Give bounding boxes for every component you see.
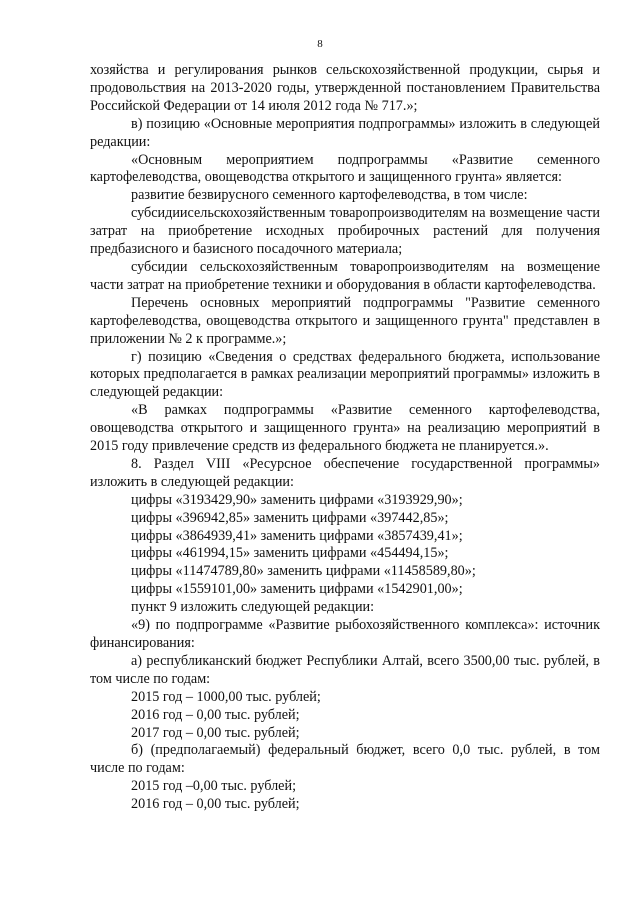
paragraph: 2016 год – 0,00 тыс. рублей;: [131, 796, 300, 813]
paragraph: цифры «1559101,00» заменить цифрами «1542901,00»;: [131, 581, 463, 598]
paragraph: цифры «3193429,90» заменить цифрами «3193929,90»;: [131, 491, 463, 508]
paragraph: 2015 год – 1000,00 тыс. рублей;: [131, 688, 321, 705]
paragraph: в) позицию «Основные мероприятия подпрограммы» изложить в следующей редакции:: [90, 115, 600, 150]
paragraph: 2016 год – 0,00 тыс. рублей;: [131, 706, 300, 723]
paragraph: Перечень основных мероприятий подпрограммы "Развитие семенного картофелеводства, овощеводства открытого и защищенного грунта" представлен в приложении № 2 к программе.»;: [90, 294, 600, 347]
paragraph: 8. Раздел VIII «Ресурсное обеспечение государственной программы» изложить в следующей редакции:: [90, 455, 600, 490]
paragraph: г) позицию «Сведения о средствах федерального бюджета, использование которых предполагается в рамках реализации мероприятий программы» изложить в следующей редакции:: [90, 348, 600, 401]
paragraph: б) (предполагаемый) федеральный бюджет, всего 0,0 тыс. рублей, в том числе по годам:: [90, 742, 600, 777]
paragraph: субсидиисельскохозяйственным товаропроизводителям на возмещение части затрат на приобретение исходных пробирочных растений для получения предбазисного и базисного посадочного материала;: [90, 205, 600, 258]
paragraph: цифры «461994,15» заменить цифрами «454494,15»;: [131, 545, 449, 562]
paragraph: «9) по подпрограмме «Развитие рыбохозяйственного комплекса»: источник финансирования:: [90, 617, 600, 651]
paragraph: 2017 год – 0,00 тыс. рублей;: [131, 724, 300, 741]
paragraph: 2015 год –0,00 тыс. рублей;: [131, 778, 297, 795]
page-number: 8: [317, 38, 323, 50]
paragraph: а) республиканский бюджет Республики Алтай, всего 3500,00 тыс. рублей, в том числе по годам:: [90, 652, 600, 687]
paragraph: развитие безвирусного семенного картофелеводства, в том числе:: [131, 187, 528, 204]
paragraph: «Основным мероприятием подпрограммы «Развитие семенного картофелеводства, овощеводства открытого и защищенного грунта» является:: [90, 151, 600, 186]
paragraph: цифры «396942,85» заменить цифрами «397442,85»;: [131, 509, 449, 526]
paragraph: хозяйства и регулирования рынков сельскохозяйственной продукции, сырья и продовольствия на 2013-2020 годы, утвержденной постановлением Правительства Российской Федерации от 14 июля 2012 года № 717.»;: [90, 62, 600, 114]
paragraph: субсидии сельскохозяйственным товаропроизводителям на возмещение части затрат на приобретение техники и оборудования в области картофелеводства.: [90, 258, 600, 293]
paragraph: «В рамках подпрограммы «Развитие семенного картофелеводства, овощеводства открытого и защищенного грунта» на реализацию мероприятий в 2015 году привлечение средств из федерального бюджета не планируется.».: [90, 402, 600, 455]
document-body: [90, 62, 600, 814]
paragraph: пункт 9 изложить следующей редакции:: [131, 599, 375, 616]
paragraph: цифры «3864939,41» заменить цифрами «3857439,41»;: [131, 527, 463, 544]
paragraph: цифры «11474789,80» заменить цифрами «11458589,80»;: [131, 563, 476, 580]
